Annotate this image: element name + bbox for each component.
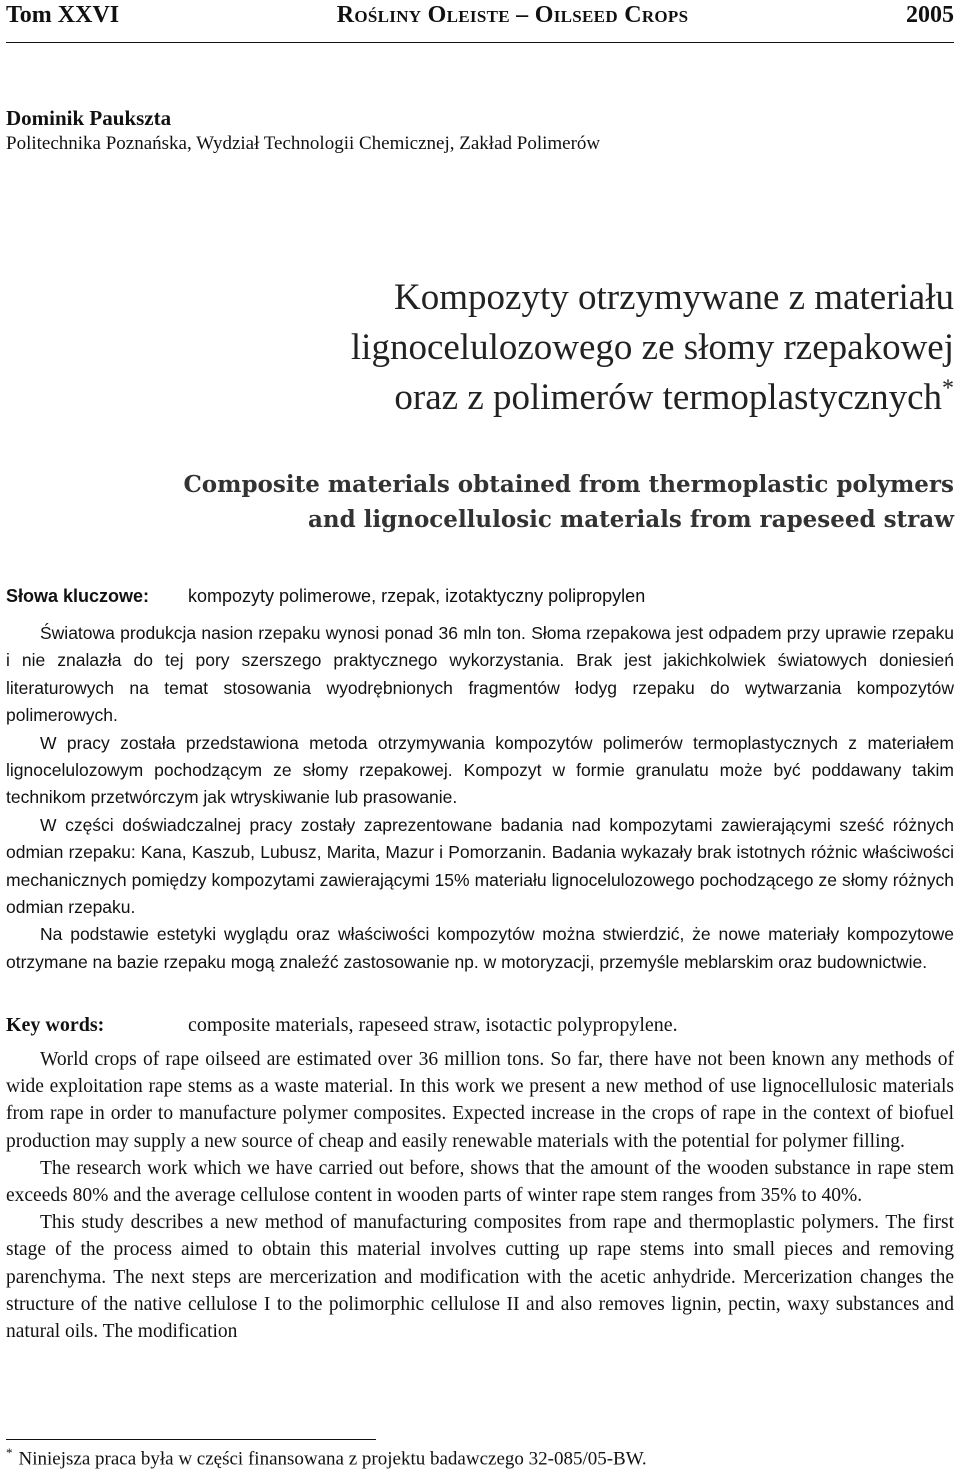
- title-polish-line: [6, 373, 954, 423]
- title-english-line: Composite materials obtained from thermoplastic polymers: [183, 471, 954, 498]
- keywords-polish-text: kompozyty polimerowe, rzepak, izotaktyczny polipropylen: [188, 586, 646, 606]
- title-english-line: and lignocellulosic materials from rapeseed straw: [307, 506, 954, 533]
- title-polish-line: Kompozyty otrzymywane z materiału: [394, 277, 954, 318]
- header-rule: [6, 42, 954, 43]
- title-polish-line-text: oraz z polimerów termoplastycznych: [394, 377, 942, 418]
- keywords-english-label: Key words:: [6, 1014, 105, 1036]
- abstract-polish: [6, 620, 954, 976]
- author-name: Dominik Paukszta: [6, 106, 172, 130]
- abstract-paragraph: World crops of rape oilseed are estimated over 36 million tons. So far, there have not been known any methods of wide exploitation rape stems as a waste material. In this work we present a new method of use lignocellulosic materials from rape in order to manufacture polymer composites. Expected increase in the crops of rape in the context of biofuel production may supply a new source of cheap and easily renewable materials with the potential for polymer filling.: [6, 1049, 954, 1152]
- footnote-marker: *: [942, 375, 954, 402]
- footnote-text: Niniejsza praca była w części finansowana z projektu badawczego 32-085/05-BW.: [18, 1448, 647, 1470]
- abstract-paragraph: The research work which we have carried out before, shows that the amount of the wooden substance in rape stem exceeds 80% and the average cellulose content in wooden parts of winter rape stem ranges from 35% to 40%.: [6, 1157, 954, 1207]
- abstract-paragraph: Na podstawie estetyki wyglądu oraz właściwości kompozytów można stwierdzić, że nowe materiały kompozytowe otrzymane na bazie rzepaku mogą znaleźć zastosowanie np. w motoryzacji, przemyśle meblarskim oraz budownictwie.: [6, 924, 954, 972]
- volume-label: Tom XXVI: [6, 2, 120, 28]
- footnote-marker: *: [6, 1445, 13, 1460]
- abstract-paragraph: W pracy została przedstawiona metoda otrzymywania kompozytów polimerów termoplastycznych z materiałem lignocelulozowym pochodzącym ze słomy rzepakowej. Kompozyt w formie granulatu może być poddawany takim technikom przetwórczym jak wtryskiwanie lub prasowanie.: [6, 732, 954, 808]
- title-polish: [6, 273, 954, 423]
- keywords-english-text: composite materials, rapeseed straw, isotactic polypropylene.: [188, 1014, 678, 1036]
- year-label: 2005: [905, 2, 954, 28]
- abstract-paragraph: Światowa produkcja nasion rzepaku wynosi ponad 36 mln ton. Słoma rzepakowa jest odpadem przy uprawie rzepaku i nie znalazła do tej pory szerszego praktycznego wykorzystania. Brak jest jakichkolwiek światowych doniesień literaturowych na temat stosowania wyodrębnionych fragmentów łodyg rzepaku do wytwarzania kompozytów polimerowych.: [6, 623, 954, 726]
- abstract-paragraph: W części doświadczalnej pracy zostały zaprezentowane badania nad kompozytami zawierającymi sześć różnych odmian rzepaku: Kana, Kaszub, Lubusz, Marita, Mazur i Pomorzanin. Badania wykazały brak istotnych różnic właściwości mechanicznych pomiędzy kompozytami zawierającymi 15% materiału lignocelulozowego pochodzącego ze słomy różnych odmian rzepaku.: [6, 814, 954, 918]
- footnote: [6, 1445, 647, 1470]
- author-affiliation: Politechnika Poznańska, Wydział Technologii Chemicznej, Zakład Polimerów: [6, 133, 601, 154]
- keywords-polish-label: Słowa kluczowe:: [6, 586, 150, 606]
- running-header: [6, 2, 954, 34]
- title-english: [6, 467, 954, 537]
- abstract-paragraph: This study describes a new method of manufacturing composites from rape and thermoplastic polymers. The first stage of the process aimed to obtain this material involves cutting up rape stems into small pieces and removing parenchyma. The next steps are mercerization and modification with the acetic anhydride. Mercerization changes the structure of the native cellulose I to the polimorphic cellulose II and also removes lignin, pectin, waxy substances and natural oils. The modification: [6, 1212, 954, 1343]
- footnote-rule: [6, 1439, 376, 1440]
- abstract-english: [6, 1046, 954, 1345]
- title-polish-line: lignocelulozowego ze słomy rzepakowej: [350, 327, 954, 368]
- journal-title: Rośliny Oleiste – Oilseed Crops: [336, 2, 689, 28]
